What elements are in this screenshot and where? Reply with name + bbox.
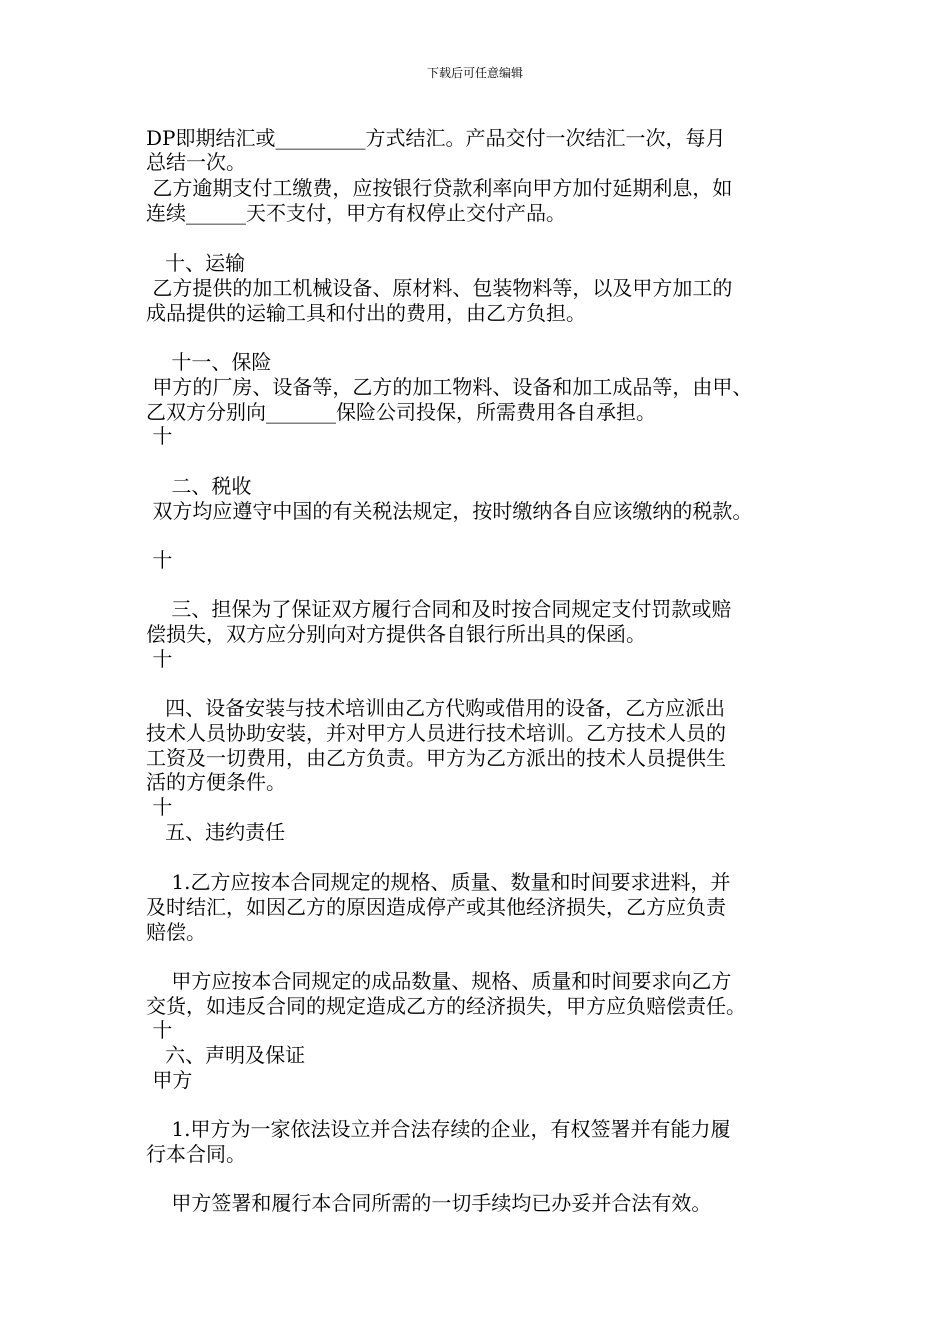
section-number: 十	[146, 548, 173, 572]
page-header: 下载后可任意编辑	[426, 66, 523, 80]
section-heading: 十一、保险	[146, 350, 272, 374]
text-line: 甲方的厂房、设备等，乙方的加工物料、设备和加工成品等，由甲、	[146, 375, 753, 399]
text-line: 1.乙方应按本合同规定的规格、质量、数量和时间要求进料，并	[146, 870, 731, 894]
text-line: 乙双方分别向_______保险公司投保，所需费用各自承担。	[146, 400, 656, 424]
section-heading: 二、税收	[146, 474, 252, 498]
section-number: 十	[146, 647, 173, 671]
text-line: 甲方应按本合同规定的成品数量、规格、质量和时间要求向乙方	[146, 969, 732, 993]
text-line: 交货，如违反合同的规定造成乙方的经济损失，甲方应负赔偿责任。	[146, 994, 746, 1018]
text-line: 偿损失，双方应分别向对方提供各自银行所出具的保函。	[146, 622, 646, 646]
text-line: 技术人员协助安装，并对甲方人员进行技术培训。乙方技术人员的	[146, 721, 726, 745]
text-line: 乙方提供的加工机械设备、原材料、包装物料等，以及甲方加工的	[146, 276, 733, 300]
text-line: 活的方便条件。	[146, 770, 286, 794]
text-line: 及时结汇，如因乙方的原因造成停产或其他经济损失，乙方应负责	[146, 895, 726, 919]
text-line: 工资及一切费用，由乙方负责。甲方为乙方派出的技术人员提供生	[146, 746, 726, 770]
text-line: 连续______天不支付，甲方有权停止交付产品。	[146, 201, 566, 225]
section-heading: 四、设备安装与技术培训由乙方代购或借用的设备，乙方应派出	[146, 696, 726, 720]
text-line: 双方均应遵守中国的有关税法规定，按时缴纳各自应该缴纳的税款。	[146, 499, 753, 523]
section-heading: 十、运输	[146, 251, 246, 275]
text-line: 甲方签署和履行本合同所需的一切手续均已办妥并合法有效。	[146, 1191, 712, 1215]
text-line: 行本合同。	[146, 1142, 246, 1166]
section-number: 十	[146, 795, 173, 819]
section-heading: 三、担保为了保证双方履行合同和及时按合同规定支付罚款或赔	[146, 597, 732, 621]
text-line: 乙方逾期支付工缴费，应按银行贷款利率向甲方加付延期利息，如	[146, 176, 733, 200]
text-line: 赔偿。	[146, 920, 206, 944]
text-line: 1.甲方为一家依法设立并合法存续的企业，有权签署并有能力履	[146, 1117, 731, 1141]
text-line: DP即期结汇或_________方式结汇。产品交付一次结汇一次，每月	[146, 126, 726, 150]
section-heading: 六、声明及保证	[146, 1043, 306, 1067]
section-heading: 五、违约责任	[146, 820, 286, 844]
text-line: 成品提供的运输工具和付出的费用，由乙方负担。	[146, 301, 586, 325]
text-line: 总结一次。	[146, 150, 246, 174]
party-label: 甲方	[146, 1068, 193, 1092]
section-number: 十	[146, 1018, 173, 1042]
section-number: 十	[146, 424, 173, 448]
